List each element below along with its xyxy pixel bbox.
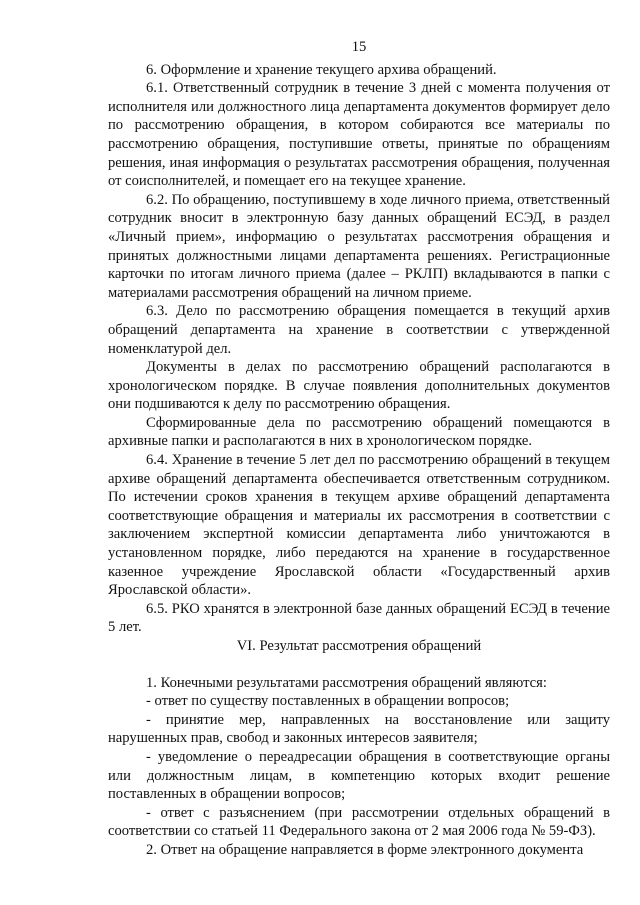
paragraph-6: 6. Оформление и хранение текущего архива обращений. <box>146 61 497 78</box>
paragraph-6-1: 6.1. Ответственный сотрудник в течение 3 дней с момента получения от исполнителя или должностного лица департамента документов формирует дело по рассмотрению обращения, в котором собираются все материалы по рассмотрению обращения, поступившие ответы, принятые по обращениям решения, иная информация о результатах рассмотрения обращения, полученная от соисполнителей, и помещает его на текущее хранение. <box>108 80 610 190</box>
list-item-answer: - ответ по существу поставленных в обращении вопросов; <box>146 693 510 710</box>
page-number: 15 <box>351 39 367 55</box>
paragraph-6-3: 6.3. Дело по рассмотрению обращения помещается в текущий архив обращений департамента на хранение в соответствии с утвержденной номенклатурой дел. <box>108 303 610 357</box>
paragraph-documents-order: Документы в делах по рассмотрению обращений располагаются в хронологическом порядке. В случае появления дополнительных документов они подшиваются к делу по рассмотрению обращения. <box>108 359 610 413</box>
paragraph-6-5: 6.5. РКО хранятся в электронной базе данных обращений ЕСЭД в течение 5 лет. <box>108 600 610 636</box>
paragraph-answer-form: 2. Ответ на обращение направляется в форме электронного документа <box>146 841 584 858</box>
paragraph-6-2: 6.2. По обращению, поступившему в ходе личного приема, ответственный сотрудник вносит в электронную базу данных обращений ЕСЭД, в раздел «Личный прием», информацию о результатах рассмотрения обращения и принятых должностными лицами департамента решениях. Регистрационные карточки по итогам личного приема (далее – РКЛП) вкладываются в папки с материалами рассмотрения обращений на личном приеме. <box>108 191 610 301</box>
section-spacer <box>108 656 610 674</box>
list-item-redirect-notice: - уведомление о переадресации обращения в соответствующие органы или должностным лицам, в компетенцию которых входит решение поставленных в обращении вопросов; <box>108 748 610 803</box>
paragraph-archive-folders: Сформированные дела по рассмотрению обращений помещаются в архивные папки и располагаются в них в хронологическом порядке. <box>108 414 610 450</box>
list-item-measures: - принятие мер, направленных на восстановление или защиту нарушенных прав, свобод и законных интересов заявителя; <box>108 711 610 747</box>
paragraph-results-intro: 1. Конечными результатами рассмотрения обращений являются: <box>146 674 547 691</box>
section-heading: VI. Результат рассмотрения обращений <box>236 638 482 654</box>
list-item-explanation: - ответ с разъяснением (при рассмотрении отдельных обращений в соответствии со статьей 11 Федерального закона от 2 мая 2006 года № 59-ФЗ). <box>108 804 610 840</box>
paragraph-6-4: 6.4. Хранение в течение 5 лет дел по рассмотрению обращений в текущем архиве обращений департамента обеспечивается ответственным сотрудником. По истечении сроков хранения в текущем архиве обращений департамента соответствующие обращения и материалы их рассмотрения в соответствии с заключением экспертной комиссии департамента либо уничтожаются в установленном порядке, либо передаются на хранение в государственное казенное учреждение Ярославской области «Государственный архив Ярославской области». <box>108 452 610 599</box>
